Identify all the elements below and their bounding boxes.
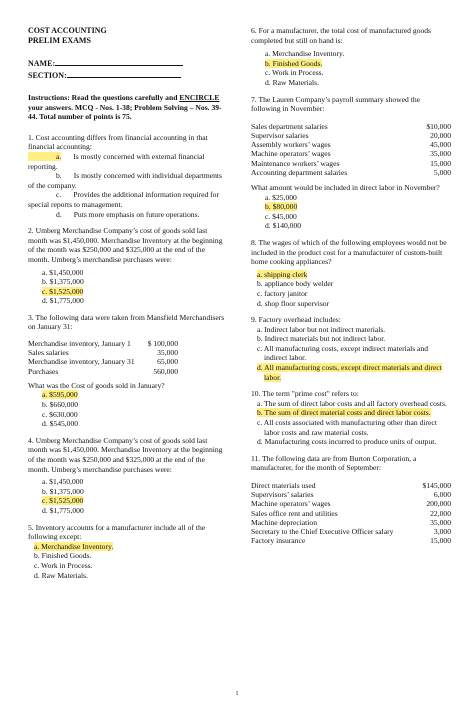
question-7-option-c[interactable]: c. $45,000 <box>265 211 297 221</box>
question-6-option-a[interactable]: a. Merchandise Inventory. <box>265 49 345 59</box>
left-column <box>28 26 228 587</box>
table-row: Sales department salaries $10,000 <box>251 121 451 131</box>
question-10 <box>251 389 451 447</box>
question-9-option-d[interactable]: d. All manufacturing costs, except direct materials and direct labor. <box>257 363 442 382</box>
question-8-option-b[interactable]: b. appliance body welder <box>257 279 334 289</box>
exam-title: COST ACCOUNTING <box>28 26 107 35</box>
question-4 <box>28 436 228 516</box>
question-7-table <box>251 122 451 177</box>
question-8-stem: 8. The wages of which of the following employees would not be included in the product cost for a manufacturer of custom-built home cooking appliances? <box>251 237 447 267</box>
table-row: Machine operators’ wages 35,000 <box>251 149 451 159</box>
table-row: Sales salaries 35,000 <box>28 348 178 358</box>
question-5-option-b[interactable]: b. Finished Goods. <box>34 551 92 561</box>
table-row: Machine operators’ wages 200,000 <box>251 499 451 509</box>
question-1-option-c[interactable]: c. Provides the additional information required for special reports to management. <box>28 190 220 209</box>
table-row: Supervisor salaries 20,000 <box>251 130 451 140</box>
table-row: Sales office rent and utilities 22,000 <box>251 508 451 518</box>
question-4-option-a[interactable]: a. $1,450,000 <box>42 477 84 487</box>
question-4-stem: 4. Umberg Merchandise Company’s cost of goods sold last month was $1,450,000. Merchandise Inventory at the beginning of the month was $250,000 and $325,000 at the end of the month. Umberg’s merchandise purchases were: <box>28 435 223 474</box>
page-number: 1 <box>235 691 239 697</box>
question-5-option-d[interactable]: d. Raw Materials. <box>34 570 88 580</box>
table-row: Accounting department salaries 5,000 <box>251 167 451 177</box>
table-row: Secretary to the Chief Executive Officer salary 3,000 <box>251 527 451 537</box>
question-9-option-b[interactable]: b. Indirect materials but not indirect labor. <box>257 334 386 344</box>
question-7-stem: 7. The Lauren Company’s payroll summary showed the following in November: <box>251 94 420 114</box>
question-11-table <box>251 481 451 545</box>
table-row: Assembly workers’ wages 45,000 <box>251 140 451 150</box>
question-10-stem: 10. The term "prime cost" refers to: <box>251 389 359 399</box>
table-row: Direct materials used $145,000 <box>251 481 451 490</box>
question-7-option-a[interactable]: a. $25,000 <box>265 192 297 202</box>
question-11 <box>251 454 451 546</box>
question-2-option-c[interactable]: c. $1,525,000 <box>42 286 84 296</box>
question-1-option-b[interactable]: b. Is mostly concerned with individual departments of the company. <box>28 171 222 190</box>
question-3 <box>28 313 228 429</box>
question-8 <box>251 238 451 308</box>
question-1-stem: 1. Cost accounting differs from financial accounting in that financial accounting: <box>28 132 208 152</box>
table-row: Purchases 560,000 <box>28 366 178 376</box>
question-6-stem: 6. For a manufacturer, the total cost of manufactured goods completed but still on hand is: <box>251 26 431 45</box>
section-label: SECTION: <box>28 71 67 80</box>
instructions: Instructions: Read the questions carefully and ENCIRCLE your answers. MCQ - Nos. 1-38; Problem Solving – Nos. 39-44. Total number of points is 75. <box>28 93 222 122</box>
table-row: Factory insurance 15,000 <box>251 536 451 546</box>
question-8-option-a[interactable]: a. shipping clerk <box>257 269 308 279</box>
question-3-stem: 3. The following data were taken from Mansfield Merchandisers on January 31: <box>28 312 225 332</box>
question-6-option-b[interactable]: b. Finished Goods. <box>265 58 323 68</box>
question-8-option-d[interactable]: d. shop floor supervisor <box>257 298 330 308</box>
question-1-option-d[interactable]: d. Puts more emphasis on future operations. <box>56 209 200 219</box>
question-11-stem: 11. The following data are from Burton Corporation, a manufacturer, for the month of September: <box>251 453 417 473</box>
question-5-stem: 5. Inventory accounts for a manufacturer include all of the following except: <box>28 522 206 542</box>
question-4-option-c[interactable]: c. $1,525,000 <box>42 496 84 506</box>
question-9-stem: 9. Factory overhead includes: <box>251 315 341 325</box>
question-7-question: What amount would be included in direct labor in November? <box>251 182 440 192</box>
question-9 <box>251 315 451 382</box>
question-9-option-c[interactable]: c. All manufacturing costs, except indirect materials and indirect labor. <box>257 343 429 363</box>
question-3-option-c[interactable]: c. $630,000 <box>42 409 78 419</box>
question-10-option-d[interactable]: d. Manufacturing costs incurred to produce units of output. <box>257 437 437 447</box>
question-2-option-a[interactable]: a. $1,450,000 <box>42 267 84 277</box>
name-label: NAME: <box>28 59 56 68</box>
question-4-option-b[interactable]: b. $1,375,000 <box>42 486 84 496</box>
question-5 <box>28 523 228 581</box>
question-2 <box>28 226 228 306</box>
question-3-question: What was the Cost of goods sold in January? <box>28 380 165 390</box>
question-3-option-b[interactable]: b. $660,000 <box>42 400 79 410</box>
right-column <box>251 26 451 552</box>
section-field[interactable] <box>28 69 228 81</box>
question-3-option-d[interactable]: d. $545,000 <box>42 419 79 429</box>
table-row: Supervisors’ salaries 6,000 <box>251 490 451 500</box>
question-4-option-d[interactable]: d. $1,775,000 <box>42 506 84 515</box>
table-row: Merchandise inventory, January 1 $ 100,000 <box>28 339 178 349</box>
question-8-option-c[interactable]: c. factory janitor <box>257 288 308 298</box>
question-10-option-b[interactable]: b. The sum of direct material costs and direct labor costs. <box>257 408 431 418</box>
question-3-table <box>28 339 178 376</box>
question-7-option-b[interactable]: b. $80,000 <box>265 202 298 212</box>
question-5-option-c[interactable]: c. Work in Process. <box>34 560 93 570</box>
question-10-option-c[interactable]: c. All costs associated with manufacturing other than direct labor costs and raw material costs. <box>257 418 437 437</box>
encircle-word: ENCIRCLE <box>179 93 220 102</box>
name-field[interactable] <box>28 57 228 69</box>
question-6-option-c[interactable]: c. Work in Process. <box>265 68 324 78</box>
table-row: Merchandise inventory, January 31 65,000 <box>28 357 178 367</box>
question-1-option-a[interactable]: a. Is mostly concerned with external financial reporting. <box>28 151 205 171</box>
question-5-option-a[interactable]: a. Merchandise Inventory. <box>34 541 114 551</box>
question-9-option-a[interactable]: a. Indirect labor but not indirect materials. <box>257 324 386 334</box>
table-row: Maintenance workers’ wages 15,000 <box>251 158 451 168</box>
question-7-option-d[interactable]: d. $140,000 <box>265 221 302 231</box>
question-3-option-a[interactable]: a. $595,000 <box>42 390 78 400</box>
question-2-option-d[interactable]: d. $1,775,000 <box>42 296 84 306</box>
question-1 <box>28 133 228 219</box>
table-row: Machine depreciation 35,000 <box>251 517 451 527</box>
question-6 <box>251 26 451 88</box>
question-6-option-d[interactable]: d. Raw Materials. <box>265 77 319 87</box>
exam-subtitle: PRELIM EXAMS <box>28 36 91 45</box>
question-2-stem: 2. Umberg Merchandise Company’s cost of goods sold last month was $1,450,000. Merchandise Inventory at the beginning of the month was $250,000 and $325,000 at the end of the month. Umberg’s merchandise purchases were: <box>28 226 223 264</box>
question-7 <box>251 95 451 231</box>
question-10-option-a[interactable]: a. The sum of direct labor costs and all factory overhead costs. <box>257 398 447 408</box>
question-2-option-b[interactable]: b. $1,375,000 <box>42 277 84 287</box>
